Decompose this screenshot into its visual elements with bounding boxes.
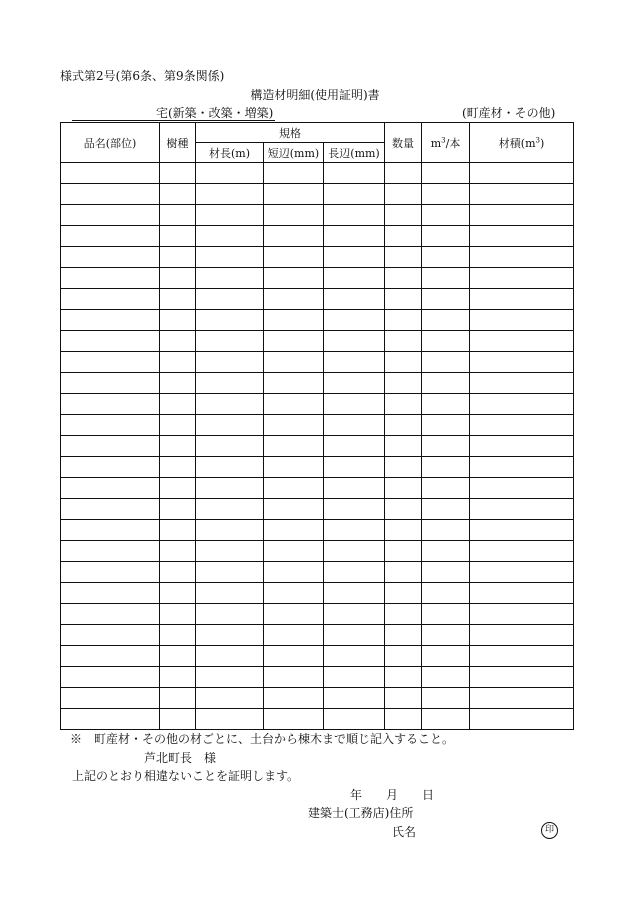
table-cell[interactable]: [160, 583, 196, 604]
table-cell[interactable]: [385, 688, 422, 709]
table-row: [61, 184, 574, 205]
table-cell[interactable]: [61, 394, 160, 415]
col-header-spec: 規格: [196, 123, 385, 143]
table-row: [61, 499, 574, 520]
table-cell[interactable]: [196, 226, 264, 247]
material-table: [60, 122, 574, 730]
col-header-species: 樹種: [160, 123, 196, 163]
table-cell[interactable]: [385, 226, 422, 247]
table-cell[interactable]: [264, 520, 324, 541]
table-cell[interactable]: [422, 310, 470, 331]
table-cell[interactable]: [196, 709, 264, 730]
per-piece-suffix: /本: [445, 136, 461, 150]
table-cell[interactable]: [61, 688, 160, 709]
table-cell[interactable]: [385, 520, 422, 541]
table-cell[interactable]: [264, 667, 324, 688]
table-cell[interactable]: [385, 583, 422, 604]
table-cell[interactable]: [385, 457, 422, 478]
table-cell[interactable]: [422, 268, 470, 289]
table-row: [61, 709, 574, 730]
table-cell[interactable]: [422, 604, 470, 625]
table-cell[interactable]: [61, 499, 160, 520]
instruction-note: ※ 町産材・その他の材ごとに、土台から棟木まで順じ記入すること。: [70, 732, 455, 746]
table-cell[interactable]: [385, 352, 422, 373]
table-cell[interactable]: [160, 415, 196, 436]
table-cell[interactable]: [160, 331, 196, 352]
volume-base: 材積(m: [498, 136, 536, 150]
table-cell[interactable]: [422, 184, 470, 205]
table-cell[interactable]: [422, 709, 470, 730]
table-cell[interactable]: [470, 541, 574, 562]
table-cell[interactable]: [470, 415, 574, 436]
table-cell[interactable]: [422, 226, 470, 247]
table-cell[interactable]: [324, 520, 385, 541]
table-cell[interactable]: [160, 478, 196, 499]
per-piece-sup: 3: [441, 135, 446, 144]
table-cell[interactable]: [422, 478, 470, 499]
table-cell[interactable]: [196, 583, 264, 604]
table-cell[interactable]: [385, 310, 422, 331]
table-cell[interactable]: [324, 436, 385, 457]
table-cell[interactable]: [385, 562, 422, 583]
table-cell[interactable]: [160, 457, 196, 478]
table-cell[interactable]: [470, 289, 574, 310]
table-cell[interactable]: [385, 625, 422, 646]
table-cell[interactable]: [196, 499, 264, 520]
table-cell[interactable]: [470, 310, 574, 331]
date-field[interactable]: 年 月 日: [350, 788, 435, 802]
table-cell[interactable]: [264, 289, 324, 310]
table-cell[interactable]: [324, 226, 385, 247]
volume-suffix: ): [539, 136, 545, 150]
table-cell[interactable]: [422, 646, 470, 667]
table-cell[interactable]: [324, 667, 385, 688]
address-field[interactable]: 建築士(工務店)住所: [308, 806, 414, 820]
table-cell[interactable]: [422, 499, 470, 520]
table-cell[interactable]: [196, 520, 264, 541]
table-cell[interactable]: [324, 478, 385, 499]
house-suffix: 宅(新築・改築・増築): [156, 106, 274, 120]
table-cell[interactable]: [61, 373, 160, 394]
table-cell[interactable]: [196, 688, 264, 709]
table-cell[interactable]: [324, 247, 385, 268]
table-cell[interactable]: [385, 646, 422, 667]
table-cell[interactable]: [422, 541, 470, 562]
table-cell[interactable]: [324, 646, 385, 667]
table-cell[interactable]: [422, 436, 470, 457]
table-cell[interactable]: [385, 163, 422, 184]
table-cell[interactable]: [264, 352, 324, 373]
table-cell[interactable]: [422, 289, 470, 310]
table-cell[interactable]: [160, 163, 196, 184]
table-cell[interactable]: [160, 520, 196, 541]
table-cell[interactable]: [385, 268, 422, 289]
table-cell[interactable]: [324, 163, 385, 184]
table-cell[interactable]: [196, 667, 264, 688]
table-cell[interactable]: [196, 457, 264, 478]
table-cell[interactable]: [196, 331, 264, 352]
table-cell[interactable]: [61, 436, 160, 457]
table-cell[interactable]: [264, 457, 324, 478]
table-cell[interactable]: [470, 646, 574, 667]
table-cell[interactable]: [324, 352, 385, 373]
table-cell[interactable]: [61, 268, 160, 289]
table-cell[interactable]: [324, 709, 385, 730]
table-cell[interactable]: [470, 394, 574, 415]
table-row: [61, 310, 574, 331]
table-cell[interactable]: [160, 604, 196, 625]
table-cell[interactable]: [470, 562, 574, 583]
table-cell[interactable]: [196, 394, 264, 415]
table-cell[interactable]: [61, 184, 160, 205]
table-cell[interactable]: [422, 163, 470, 184]
table-row: [61, 226, 574, 247]
table-cell[interactable]: [470, 331, 574, 352]
table-cell[interactable]: [61, 331, 160, 352]
table-cell[interactable]: [264, 163, 324, 184]
table-cell[interactable]: [196, 646, 264, 667]
col-header-item: 品名(部位): [61, 123, 160, 163]
table-cell[interactable]: [196, 436, 264, 457]
table-row: [61, 331, 574, 352]
table-cell[interactable]: [470, 625, 574, 646]
table-row: [61, 562, 574, 583]
table-cell[interactable]: [385, 331, 422, 352]
table-cell[interactable]: [470, 478, 574, 499]
table-cell[interactable]: [196, 163, 264, 184]
table-cell[interactable]: [264, 625, 324, 646]
table-cell[interactable]: [61, 667, 160, 688]
table-cell[interactable]: [470, 373, 574, 394]
table-cell[interactable]: [324, 289, 385, 310]
table-cell[interactable]: [324, 415, 385, 436]
table-cell[interactable]: [422, 415, 470, 436]
table-cell[interactable]: [61, 583, 160, 604]
name-field[interactable]: 氏名: [392, 825, 417, 839]
table-row: [61, 667, 574, 688]
table-cell[interactable]: [160, 373, 196, 394]
table-cell[interactable]: [264, 394, 324, 415]
table-row: [61, 688, 574, 709]
table-cell[interactable]: [264, 478, 324, 499]
table-cell[interactable]: [422, 373, 470, 394]
table-cell[interactable]: [196, 541, 264, 562]
table-cell[interactable]: [196, 352, 264, 373]
table-cell[interactable]: [470, 436, 574, 457]
table-cell[interactable]: [470, 604, 574, 625]
table-cell[interactable]: [160, 184, 196, 205]
table-cell[interactable]: [160, 289, 196, 310]
table-cell[interactable]: [160, 646, 196, 667]
table-cell[interactable]: [160, 625, 196, 646]
table-cell[interactable]: [264, 562, 324, 583]
table-cell[interactable]: [160, 667, 196, 688]
table-cell[interactable]: [385, 478, 422, 499]
table-cell[interactable]: [264, 184, 324, 205]
table-cell[interactable]: [196, 562, 264, 583]
table-cell[interactable]: [324, 688, 385, 709]
table-body: [61, 163, 574, 730]
table-cell[interactable]: [196, 373, 264, 394]
table-cell[interactable]: [61, 478, 160, 499]
table-cell[interactable]: [470, 457, 574, 478]
table-cell[interactable]: [264, 646, 324, 667]
table-cell[interactable]: [61, 205, 160, 226]
table-cell[interactable]: [324, 184, 385, 205]
table-cell[interactable]: [264, 310, 324, 331]
table-cell[interactable]: [422, 667, 470, 688]
table-cell[interactable]: [196, 247, 264, 268]
table-cell[interactable]: [422, 205, 470, 226]
table-cell[interactable]: [470, 499, 574, 520]
table-cell[interactable]: [385, 184, 422, 205]
table-cell[interactable]: [160, 541, 196, 562]
table-cell[interactable]: [264, 331, 324, 352]
table-cell[interactable]: [196, 625, 264, 646]
table-cell[interactable]: [470, 688, 574, 709]
table-row: [61, 163, 574, 184]
col-header-quantity: 数量: [385, 123, 422, 163]
table-cell[interactable]: [160, 709, 196, 730]
material-choice[interactable]: (町産材・その他): [462, 106, 556, 120]
table-cell[interactable]: [470, 163, 574, 184]
table-cell[interactable]: [61, 163, 160, 184]
table-cell[interactable]: [324, 205, 385, 226]
table-cell[interactable]: [324, 310, 385, 331]
table-cell[interactable]: [470, 583, 574, 604]
table-cell[interactable]: [324, 583, 385, 604]
table-cell[interactable]: [324, 604, 385, 625]
table-cell[interactable]: [264, 247, 324, 268]
table-row: [61, 625, 574, 646]
table-row: [61, 205, 574, 226]
col-header-volume: [470, 123, 574, 163]
table-cell[interactable]: [160, 562, 196, 583]
certification-statement: 上記のとおり相違ないことを証明します。: [72, 769, 300, 783]
table-cell[interactable]: [264, 415, 324, 436]
table-cell[interactable]: [385, 499, 422, 520]
table-cell[interactable]: [470, 352, 574, 373]
table-row: [61, 604, 574, 625]
table-cell[interactable]: [196, 268, 264, 289]
table-cell[interactable]: [470, 667, 574, 688]
table-cell[interactable]: [196, 478, 264, 499]
table-cell[interactable]: [422, 457, 470, 478]
table-cell[interactable]: [385, 604, 422, 625]
table-row: [61, 457, 574, 478]
table-cell[interactable]: [385, 541, 422, 562]
table-cell[interactable]: [470, 226, 574, 247]
table-cell[interactable]: [196, 289, 264, 310]
table-cell[interactable]: [61, 310, 160, 331]
table-cell[interactable]: [61, 520, 160, 541]
table-cell[interactable]: [385, 247, 422, 268]
table-cell[interactable]: [422, 394, 470, 415]
table-cell[interactable]: [470, 247, 574, 268]
table-cell[interactable]: [324, 394, 385, 415]
table-cell[interactable]: [470, 709, 574, 730]
addressee: 芦北町長 様: [144, 751, 217, 765]
volume-sup: 3: [535, 135, 540, 144]
table-row: [61, 415, 574, 436]
table-cell[interactable]: [61, 457, 160, 478]
seal-mark: 印: [541, 822, 558, 839]
table-cell[interactable]: [196, 205, 264, 226]
table-cell[interactable]: [196, 604, 264, 625]
table-row: [61, 373, 574, 394]
table-cell[interactable]: [264, 541, 324, 562]
table-cell[interactable]: [422, 562, 470, 583]
table-row: [61, 436, 574, 457]
table-cell[interactable]: [264, 226, 324, 247]
table-cell[interactable]: [61, 352, 160, 373]
table-row: [61, 478, 574, 499]
table-cell[interactable]: [61, 247, 160, 268]
table-cell[interactable]: [196, 415, 264, 436]
table-cell[interactable]: [422, 625, 470, 646]
table-cell[interactable]: [385, 205, 422, 226]
table-cell[interactable]: [470, 520, 574, 541]
table-row: [61, 352, 574, 373]
table-cell[interactable]: [422, 583, 470, 604]
table-cell[interactable]: [422, 331, 470, 352]
house-name-field[interactable]: [72, 106, 275, 121]
table-cell[interactable]: [160, 499, 196, 520]
form-number-label: 様式第2号(第6条、第9条関係): [60, 69, 225, 83]
table-cell[interactable]: [160, 226, 196, 247]
table-cell[interactable]: [470, 268, 574, 289]
col-header-length: 材長(m): [196, 143, 264, 163]
table-cell[interactable]: [160, 688, 196, 709]
per-piece-base: m: [430, 136, 442, 150]
table-cell[interactable]: [470, 205, 574, 226]
table-cell[interactable]: [160, 310, 196, 331]
table-cell[interactable]: [160, 205, 196, 226]
table-cell[interactable]: [264, 709, 324, 730]
table-cell[interactable]: [160, 352, 196, 373]
table-row: [61, 520, 574, 541]
table-cell[interactable]: [264, 436, 324, 457]
table-cell[interactable]: [324, 373, 385, 394]
table-cell[interactable]: [422, 688, 470, 709]
table-cell[interactable]: [160, 247, 196, 268]
table-cell[interactable]: [385, 436, 422, 457]
table-cell[interactable]: [264, 688, 324, 709]
table-cell[interactable]: [324, 331, 385, 352]
table-row: [61, 394, 574, 415]
table-cell[interactable]: [422, 352, 470, 373]
table-cell[interactable]: [470, 184, 574, 205]
table-cell[interactable]: [385, 373, 422, 394]
table-cell[interactable]: [61, 415, 160, 436]
table-cell[interactable]: [160, 436, 196, 457]
table-cell[interactable]: [61, 289, 160, 310]
table-cell[interactable]: [264, 373, 324, 394]
table-cell[interactable]: [61, 541, 160, 562]
table-cell[interactable]: [422, 520, 470, 541]
table-cell[interactable]: [385, 415, 422, 436]
table-cell[interactable]: [324, 457, 385, 478]
table-cell[interactable]: [160, 268, 196, 289]
table-cell[interactable]: [324, 541, 385, 562]
col-header-long-side: 長辺(mm): [324, 143, 385, 163]
table-cell[interactable]: [264, 583, 324, 604]
table-cell[interactable]: [385, 394, 422, 415]
table-cell[interactable]: [61, 562, 160, 583]
table-cell[interactable]: [196, 310, 264, 331]
table-cell[interactable]: [264, 604, 324, 625]
table-row: [61, 268, 574, 289]
table-row: [61, 247, 574, 268]
table-cell[interactable]: [160, 394, 196, 415]
table-cell[interactable]: [385, 709, 422, 730]
col-header-per-piece: [422, 123, 470, 163]
table-cell[interactable]: [61, 604, 160, 625]
table-cell[interactable]: [324, 499, 385, 520]
document-title: 構造材明細(使用証明)書: [250, 88, 380, 102]
table-row: [61, 646, 574, 667]
table-row: [61, 289, 574, 310]
table-cell[interactable]: [61, 226, 160, 247]
table-cell[interactable]: [385, 667, 422, 688]
table-cell[interactable]: [324, 625, 385, 646]
table-cell[interactable]: [324, 562, 385, 583]
table-row: [61, 541, 574, 562]
table-cell[interactable]: [61, 709, 160, 730]
table-row: [61, 583, 574, 604]
table-cell[interactable]: [61, 646, 160, 667]
col-header-short-side: 短辺(mm): [264, 143, 324, 163]
table-cell[interactable]: [385, 289, 422, 310]
table-cell[interactable]: [196, 184, 264, 205]
table-cell[interactable]: [264, 205, 324, 226]
table-cell[interactable]: [264, 499, 324, 520]
table-cell[interactable]: [264, 268, 324, 289]
table-cell[interactable]: [324, 268, 385, 289]
table-cell[interactable]: [61, 625, 160, 646]
table-cell[interactable]: [422, 247, 470, 268]
